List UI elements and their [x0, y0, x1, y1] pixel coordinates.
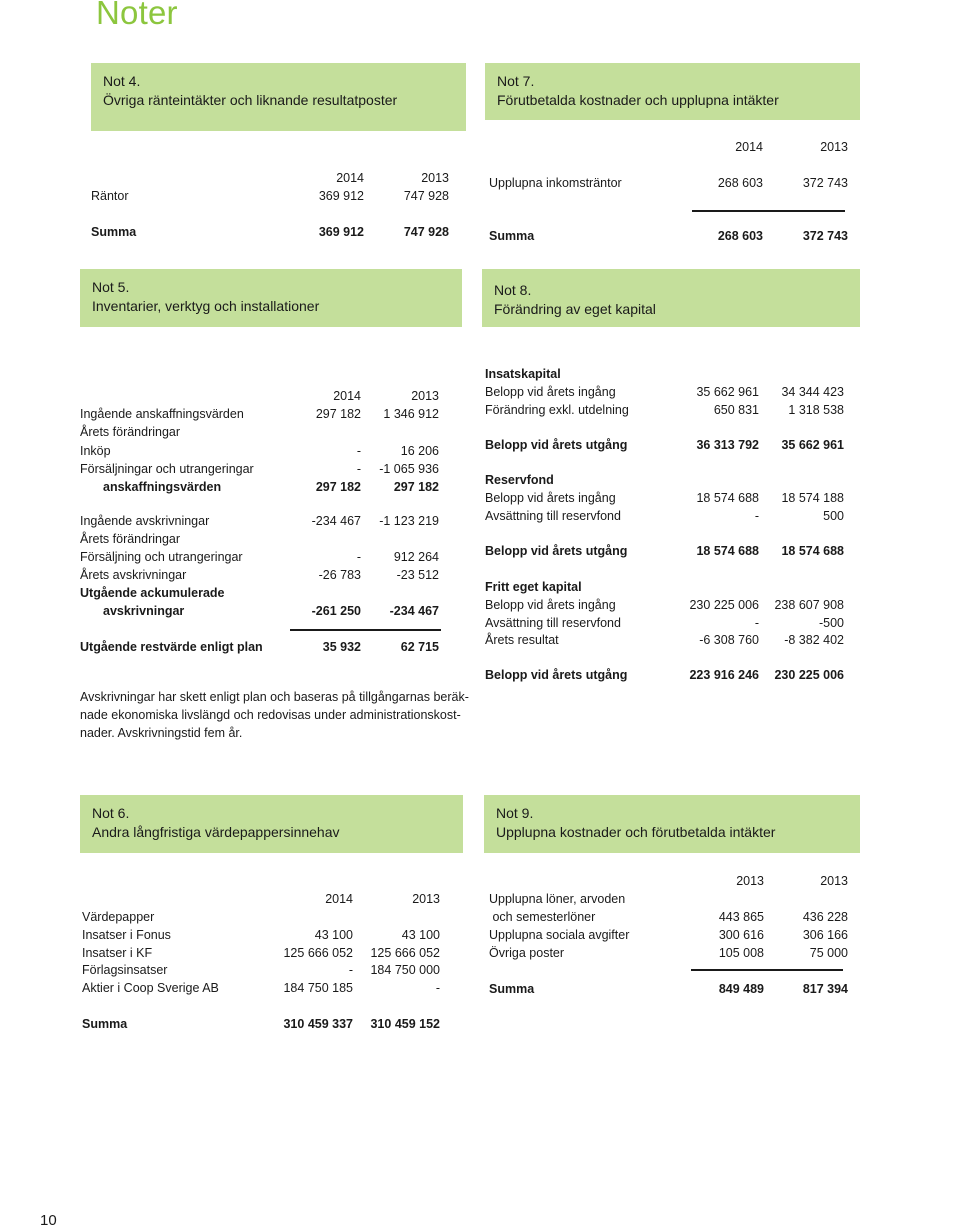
note-6-row-label: Insatser i KF — [82, 946, 153, 960]
note-7-total-2014: 268 603 — [717, 229, 763, 243]
note-8-row-a: 35 662 961 — [696, 385, 759, 399]
note-5-row-2014: -26 783 — [318, 568, 361, 582]
note-9-row-label: Övriga poster — [489, 946, 565, 960]
note-9-title: Upplupna kostnader och förutbetalda intäkter — [496, 824, 776, 840]
note-7-row-label: Upplupna inkomsträntor — [489, 176, 622, 190]
note-8-row-a: 18 574 688 — [696, 491, 759, 505]
note-9-header — [484, 795, 860, 853]
note-6-total-2014: 310 459 337 — [283, 1017, 353, 1031]
note-4-number: Not 4. — [103, 73, 141, 89]
note-5-row-label: Försäljning och utrangeringar — [80, 550, 243, 564]
note-7-title: Förutbetalda kostnader och upplupna intäkter — [497, 92, 779, 108]
note-8-section-heading: Fritt eget kapital — [485, 580, 582, 594]
note-8-row-label: Förändring exkl. utdelning — [485, 403, 629, 417]
note-5-divider — [290, 629, 441, 631]
note-6-row-2013: 184 750 000 — [370, 963, 440, 977]
note-6-header — [80, 795, 463, 853]
note-7-number: Not 7. — [497, 73, 535, 89]
note-5-total-label: Utgående restvärde enligt plan — [80, 640, 263, 654]
note-4-row-2013: 747 928 — [403, 189, 449, 203]
note-8-title: Förändring av eget kapital — [494, 301, 656, 317]
note-7-row-2013: 372 743 — [802, 176, 848, 190]
note-7-total-label: Summa — [489, 229, 535, 243]
note-8-row-a: -6 308 760 — [699, 633, 759, 647]
note-9-year-b: 2013 — [820, 874, 848, 888]
note-5-year-2014: 2014 — [333, 389, 361, 403]
note-8-total-a: 223 916 246 — [689, 668, 759, 682]
note-8-section-heading: Reservfond — [485, 473, 554, 487]
note-5-row-label: Ingående avskrivningar — [80, 514, 210, 528]
note-5-paragraph — [80, 688, 469, 742]
note-8-row-b: -8 382 402 — [784, 633, 844, 647]
note-5-row-2013: -1 065 936 — [379, 462, 439, 476]
note-7-year-2013: 2013 — [820, 140, 848, 154]
note-5-row-2013: -23 512 — [396, 568, 439, 582]
note-8-total-b: 230 225 006 — [774, 668, 844, 682]
note-5-row-label: Ingående anskaffningsvärden — [80, 407, 244, 421]
note-5-paragraph-line: Avskrivningar har skett enligt plan och baseras på tillgångarnas beräk- — [80, 690, 469, 704]
note-9-row-b: 306 166 — [802, 928, 848, 942]
note-5-row-label: anskaffningsvärden — [103, 480, 222, 494]
note-9-divider — [691, 969, 843, 971]
note-7-year-2014: 2014 — [735, 140, 763, 154]
note-8-row-a: - — [754, 616, 759, 630]
note-4-total-label: Summa — [91, 225, 137, 239]
note-6-row-2014: 125 666 052 — [283, 946, 353, 960]
note-6-row-label: Aktier i Coop Sverige AB — [82, 981, 219, 995]
note-4-total-2013: 747 928 — [403, 225, 449, 239]
note-6-row-2014: 43 100 — [314, 928, 353, 942]
note-4-year-2014: 2014 — [336, 171, 364, 185]
note-5-row-label: Årets förändringar — [80, 532, 181, 546]
note-8-header — [482, 269, 860, 327]
note-9-row-b: 75 000 — [809, 946, 848, 960]
note-5-title: Inventarier, verktyg och installationer — [92, 298, 320, 314]
note-9-number: Not 9. — [496, 805, 534, 821]
note-8-total-a: 36 313 792 — [696, 438, 759, 452]
note-9-row-label: Upplupna löner, arvoden — [489, 892, 626, 906]
note-6-year-2013: 2013 — [412, 892, 440, 906]
note-6-row-2013: 125 666 052 — [370, 946, 440, 960]
note-4-year-2013: 2013 — [421, 171, 449, 185]
note-5-row-2014: - — [356, 462, 361, 476]
note-6-row-label: Förlagsinsatser — [82, 963, 168, 977]
note-8-row-b: 1 318 538 — [788, 403, 844, 417]
page-number: 10 — [40, 1212, 57, 1229]
note-9-row-a: 443 865 — [718, 910, 764, 924]
note-5-row-2014: - — [356, 550, 361, 564]
note-5-paragraph-line: nader. Avskrivningstid fem år. — [80, 726, 243, 740]
note-5-row-2013: 297 182 — [393, 480, 439, 494]
note-5-row-2014: -234 467 — [311, 514, 361, 528]
note-8-row-a: 230 225 006 — [689, 598, 759, 612]
note-5-row-label: Årets förändringar — [80, 425, 181, 439]
note-8-row-a: - — [754, 509, 759, 523]
note-8-total-label: Belopp vid årets utgång — [485, 668, 628, 682]
note-4-row-2014: 369 912 — [318, 189, 364, 203]
note-6-row-label: Värdepapper — [82, 910, 155, 924]
note-8-row-label: Årets resultat — [485, 633, 559, 647]
note-8-total-label: Belopp vid årets utgång — [485, 438, 628, 452]
note-5-row-label: avskrivningar — [103, 604, 185, 618]
note-9-year-a: 2013 — [736, 874, 764, 888]
note-9-row-a: 300 616 — [718, 928, 764, 942]
note-8-row-b: -500 — [818, 616, 844, 630]
note-5-row-2013: -234 467 — [389, 604, 439, 618]
note-6-row-2013: - — [435, 981, 440, 995]
note-6-row-2013: 43 100 — [401, 928, 440, 942]
note-6-total-2013: 310 459 152 — [370, 1017, 440, 1031]
note-8-total-b: 18 574 688 — [781, 544, 844, 558]
note-8-row-b: 34 344 423 — [781, 385, 844, 399]
note-5-number: Not 5. — [92, 279, 130, 295]
note-9-row-label: och semesterlöner — [489, 910, 596, 924]
note-8-row-b: 500 — [823, 509, 844, 523]
note-5-row-label: Försäljningar och utrangeringar — [80, 462, 254, 476]
note-4-row-label: Räntor — [91, 189, 129, 203]
note-7-header — [485, 63, 860, 120]
page-title: Noter — [96, 0, 178, 31]
note-8-total-label: Belopp vid årets utgång — [485, 544, 628, 558]
note-5-row-2013: 912 264 — [393, 550, 439, 564]
note-5-row-label: Inköp — [80, 444, 111, 458]
note-6-total-label: Summa — [82, 1017, 128, 1031]
note-8-section-heading: Insatskapital — [485, 367, 561, 381]
note-8-total-a: 18 574 688 — [696, 544, 759, 558]
note-7-divider — [692, 210, 845, 212]
note-6-row-label: Insatser i Fonus — [82, 928, 171, 942]
note-5-row-label: Utgående ackumulerade — [80, 586, 225, 600]
note-5-row-2014: -261 250 — [311, 604, 361, 618]
note-8-row-label: Avsättning till reservfond — [485, 616, 621, 630]
note-8-row-label: Belopp vid årets ingång — [485, 385, 616, 399]
note-8-row-label: Avsättning till reservfond — [485, 509, 621, 523]
note-9-total-a: 849 489 — [718, 982, 764, 996]
note-8-number: Not 8. — [494, 282, 532, 298]
note-9-row-label: Upplupna sociala avgifter — [489, 928, 630, 942]
note-6-row-2014: 184 750 185 — [283, 981, 353, 995]
note-6-title: Andra långfristiga värdepappersinnehav — [92, 824, 340, 840]
note-5-row-label: Årets avskrivningar — [80, 568, 187, 582]
note-5-row-2013: 16 206 — [400, 444, 439, 458]
note-9-row-a: 105 008 — [718, 946, 764, 960]
note-8-row-label: Belopp vid årets ingång — [485, 598, 616, 612]
note-8-row-b: 238 607 908 — [774, 598, 844, 612]
note-9-total-label: Summa — [489, 982, 535, 996]
note-5-row-2014: - — [356, 444, 361, 458]
note-4-title: Övriga ränteintäkter och liknande resultatposter — [103, 92, 398, 108]
note-8-row-b: 18 574 188 — [781, 491, 844, 505]
note-4-header — [91, 63, 466, 131]
note-4-total-2014: 369 912 — [318, 225, 364, 239]
note-5-header — [80, 269, 462, 327]
note-5-row-2014: 297 182 — [315, 480, 361, 494]
note-5-row-2013: -1 123 219 — [379, 514, 439, 528]
note-8-row-label: Belopp vid årets ingång — [485, 491, 616, 505]
note-5-row-2014: 297 182 — [315, 407, 361, 421]
note-5-year-2013: 2013 — [411, 389, 439, 403]
note-7-total-2013: 372 743 — [802, 229, 848, 243]
note-6-row-2014: - — [348, 963, 353, 977]
note-6-year-2014: 2014 — [325, 892, 353, 906]
note-6-number: Not 6. — [92, 805, 130, 821]
note-8-row-a: 650 831 — [713, 403, 759, 417]
note-8-total-b: 35 662 961 — [781, 438, 844, 452]
note-9-total-b: 817 394 — [802, 982, 848, 996]
note-9-row-b: 436 228 — [802, 910, 848, 924]
note-5-row-2013: 1 346 912 — [383, 407, 439, 421]
note-5-paragraph-line: nade ekonomiska livslängd och redovisas under administrationskost- — [80, 708, 461, 722]
note-5-total-2014: 35 932 — [322, 640, 361, 654]
note-7-row-2014: 268 603 — [717, 176, 763, 190]
note-5-total-2013: 62 715 — [400, 640, 439, 654]
